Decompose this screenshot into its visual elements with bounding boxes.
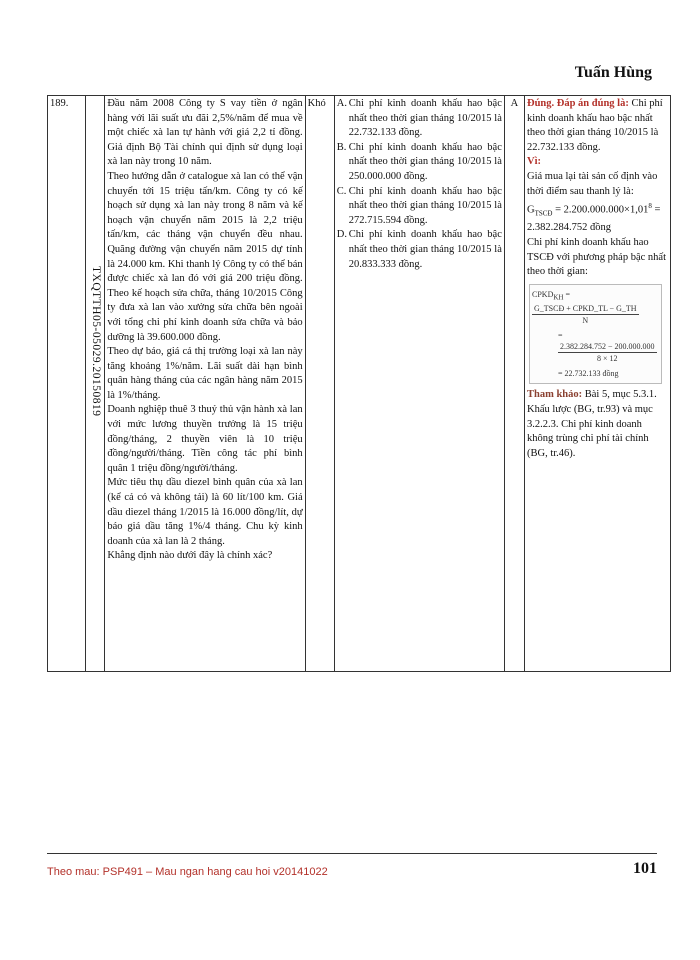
explanation: [525, 96, 671, 672]
option-text: Chi phí kinh doanh khấu hao bậc nhất theo thời gian tháng 10/2015 là 272.715.594 đồng.: [348, 185, 502, 226]
option-d: [337, 228, 502, 272]
explanation-correct: [527, 97, 668, 155]
question-paragraph: Đầu năm 2008 Công ty S vay tiền ở ngân hàng với lãi suất ưu đãi 2,5%/năm để mua về một chiếc xà lan tự hành với giá 2,2 tỉ đồng. Giả định Bộ Tài chính qui định sử dụng loại xà lan này trong 10 năm.: [107, 98, 303, 168]
difficulty-level: Khó: [305, 96, 334, 672]
option-c: [337, 185, 502, 229]
question-paragraph: Mức tiêu thụ dầu diezel bình quân của xà lan (kể cả có và không tải) là 60 lít/100 km. Giá dầu diezel tháng 1/2015 là 16.000 đồng/lít, dự báo giá dầu tăng 1%/4 tháng. Chu kỳ kinh doanh của xà lan là 2 tháng.: [107, 477, 303, 547]
reference: [527, 388, 668, 461]
why-label: Vì:: [527, 156, 541, 168]
explanation-formula-line: $G_{TSCĐ} = 2.200.000.000\times 1,01^8$ =: [527, 202, 661, 218]
question-number: 189.: [48, 96, 86, 672]
author-name: Tuấn Hùng: [574, 64, 652, 81]
answer-options: [334, 96, 504, 672]
option-letter: B.: [336, 141, 347, 153]
formula-fraction: $\frac{\text{G\_TSCĐ + CPKD\_TL − G\_TH}}{N}$: [534, 304, 637, 326]
reference-text: Bài 5, mục 5.3.1. Khấu lược (BG, tr.93) và mục 3.2.2.3. Chi phí kinh doanh không trùng chi phí tài chính (BG, tr.46).: [527, 389, 657, 459]
depreciation-formula: $CPKD_{KH}$ = $\frac{\text{G\_TSCĐ + CPKD\_TL − G\_TH}}{N}$ = $\frac{2.382.284.752 - 200.000.000}{8 \times 12}$ = 22.732.133 đồng: [529, 284, 662, 385]
option-letter: A.: [336, 98, 348, 109]
correct-text: Chi phí kinh doanh khấu hao bậc nhất theo thời gian tháng 10/2015 là 22.732.133 đồng.: [527, 98, 663, 153]
footer-template: Theo mau: PSP491 – Mau ngan hang cau hoi v20141022: [47, 866, 328, 878]
page-number: 101: [633, 860, 657, 877]
reference-label: Tham khảo:: [527, 389, 583, 401]
option-a: [337, 97, 502, 141]
question-table: [47, 95, 671, 672]
option-text: Chi phí kinh doanh khấu hao bậc nhất theo thời gian tháng 10/2015 là 250.000.000 đồng.: [348, 141, 502, 182]
option-letter: D.: [336, 229, 348, 241]
question-prompt: Khẳng định nào dưới đây là chính xác?: [107, 550, 273, 562]
correct-label: Đúng. Đáp án đúng là:: [527, 98, 629, 109]
question-stem: [105, 96, 305, 672]
option-text: Chi phí kinh doanh khấu hao bậc nhất theo thời gian tháng 10/2015 là 22.732.133 đồng.: [348, 98, 502, 139]
explanation-line: 2.382.284.752 đồng: [527, 222, 611, 234]
table-row: [48, 96, 671, 672]
question-paragraph: Theo dự báo, giá cả thị trường loại xà lan này tăng khoảng 1%/năm. Lãi suất dài hạn bình quân hàng tháng của các ngân hàng năm 2015 là 1%/tháng.: [107, 346, 303, 401]
question-code-cell: [86, 96, 105, 672]
explanation-line: Giá mua lại tài sản cố định vào thời điểm sau thanh lý là:: [527, 170, 658, 197]
footer-divider: [47, 853, 657, 854]
question-paragraph: Theo hướng dẫn ở catalogue xà lan có thể vận chuyển tới 15 triệu tấn/km. Công ty có kế hoạch sử dụng xà lan này trong 8 năm và kế hoạch vận chuyển năm 2015 là 2,2 triệu tấn/km, các tháng vận chuyển đều nhau. Quãng đường vận chuyển năm 2015 dự tính là 24.000 km. Khi thanh lý Công ty có thể bán được chiếc xà lan đó với giá 200 triệu đồng. Theo kế hoạch sửa chữa, tháng 10/2015 Công ty đưa xà lan vào xưởng sửa chữa bên ngoài với tổng chi phí kinh doanh sửa chữa và bảo dưỡng là 39.600.000 đồng.: [107, 170, 303, 343]
correct-answer: A: [504, 96, 524, 672]
option-letter: C.: [336, 185, 347, 197]
formula-fraction-values: $\frac{2.382.284.752 - 200.000.000}{8 \times 12}$: [560, 342, 655, 364]
option-text: Chi phí kinh doanh khấu hao bậc nhất theo thời gian tháng 10/2015 là 20.833.333 đồng.: [348, 229, 502, 270]
option-b: [337, 141, 502, 185]
question-code: TXQTTH05-05029.20150819: [89, 266, 102, 417]
explanation-line: Chi phí kinh doanh khấu hao TSCĐ với phương pháp bậc nhất theo thời gian:: [527, 236, 666, 278]
question-paragraph: Doanh nghiệp thuê 3 thuỷ thủ vận hành xà lan với mức lương thuyền trưởng là 15 triệu đồng/tháng, 2 thuyền viên là 10 triệu đồng/người/tháng. Tiền công tác phí bình quân 1 triệu đồng/người/tháng.: [107, 404, 303, 474]
formula-result: = 22.732.133 đồng: [558, 369, 619, 379]
